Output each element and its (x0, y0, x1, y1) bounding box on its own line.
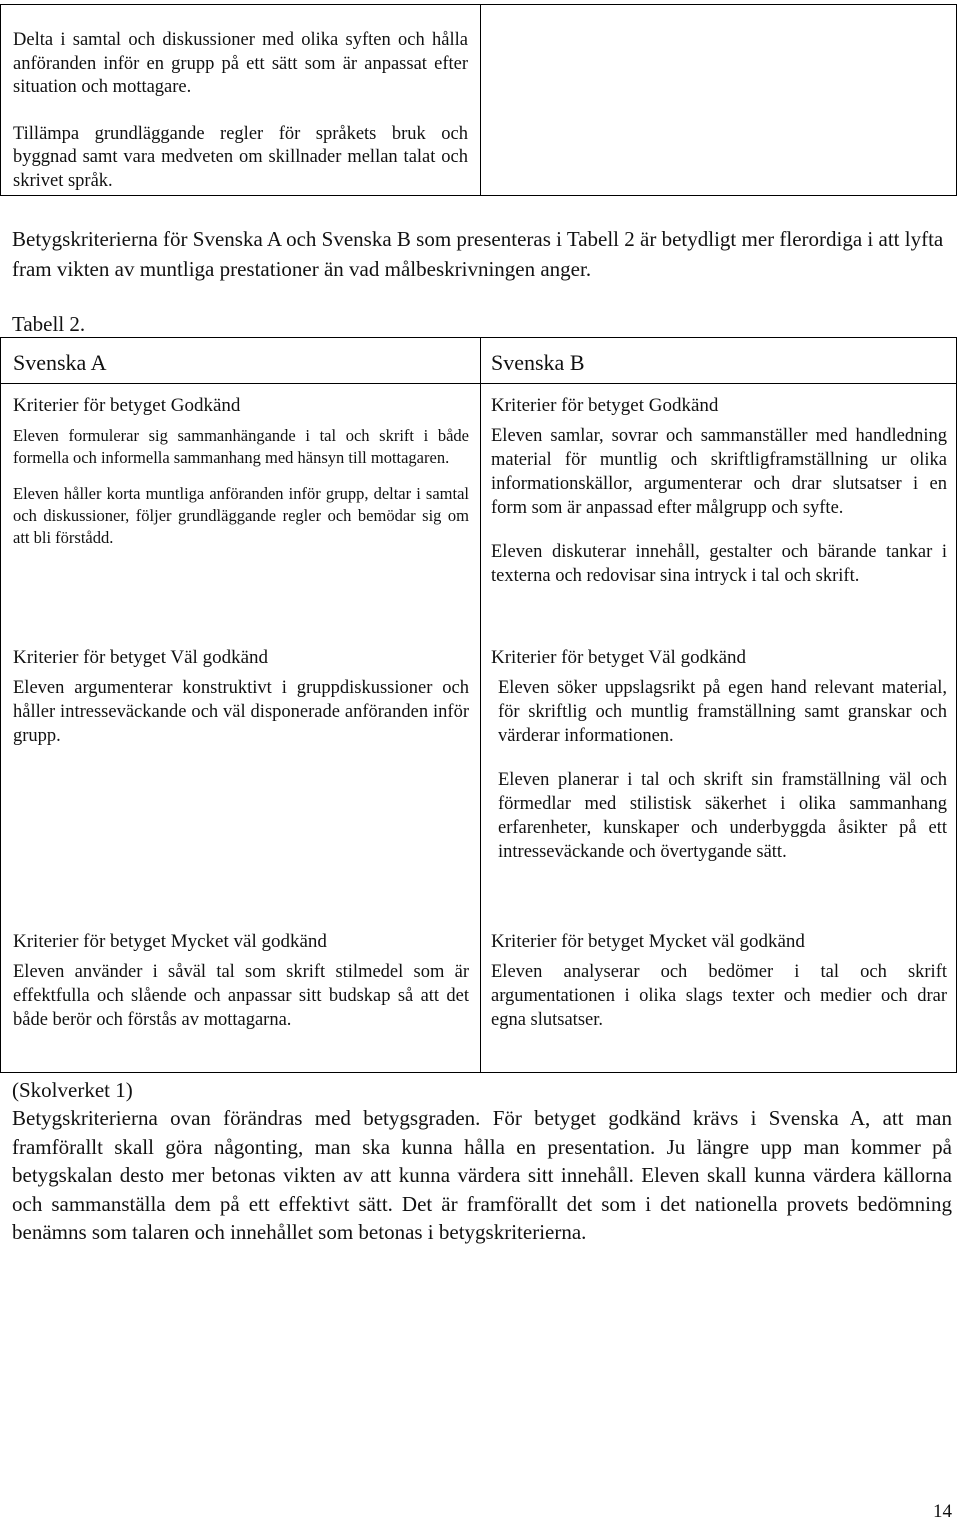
criteria-body (13, 676, 469, 748)
criteria-body (491, 676, 947, 864)
goal-paragraph: Delta i samtal och diskussioner med olika syften och hålla anföranden inför en grupp på ett sätt som är anpassat efter situation och mottagare. (13, 30, 468, 97)
column-heading-svenska-a: Svenska A (13, 350, 107, 375)
header-separator (1, 383, 956, 384)
criteria-body (491, 424, 947, 588)
column-divider (480, 338, 481, 1072)
criteria-heading: Kriterier för betyget Väl godkänd (491, 647, 747, 668)
svenska-a-godkand (13, 394, 469, 549)
goals-table (0, 4, 957, 196)
criteria-heading: Kriterier för betyget Godkänd (491, 395, 719, 416)
criteria-table (0, 337, 957, 1073)
criteria-text: Eleven argumenterar konstruktivt i gruppdiskussioner och håller intresseväckande och väl disponerade anföranden inför grupp. (13, 678, 469, 746)
conclusion-paragraph (12, 1104, 952, 1247)
table-caption: Tabell 2. (12, 312, 86, 336)
column-heading-svenska-b: Svenska B (491, 350, 585, 375)
criteria-body (13, 960, 469, 1032)
criteria-text: Eleven söker uppslagsrikt på egen hand relevant material, för skriftlig och muntlig framställning samt granskar och värderar informationen. (498, 678, 947, 746)
svenska-b-val-godkand (491, 646, 947, 864)
svenska-b-mycket-val-godkand (491, 930, 947, 1032)
criteria-heading: Kriterier för betyget Mycket väl godkänd (491, 931, 805, 952)
svenska-b-godkand (491, 394, 947, 588)
goal-paragraph: Tillämpa grundläggande regler för språkets bruk och byggnad samt vara medveten om skillnader mellan talat och skrivet språk. (13, 123, 468, 191)
criteria-heading: Kriterier för betyget Väl godkänd (13, 647, 269, 668)
intro-paragraph (12, 224, 947, 284)
conclusion-text: Betygskriterierna ovan förändras med betygsgraden. För betyget godkänd krävs i Svenska A, att man framförallt skall göra någonting, man ska kunna hålla en presentation. Ju längre upp man kommer på betygskalan desto mer betonas vikten av att kunna värdera sitt innehåll. Eleven skall kunna värdera källorna och sammanställa dem på ett effektivt sätt. Det är framförallt det som i det nationella provets bedömning benämns som talaren och innehållet som betonas i betygskriterierna. (12, 1106, 952, 1244)
intro-text: Betygskriterierna för Svenska A och Svenska B som presenteras i Tabell 2 är betydligt mer flerordiga i att lyfta fram vikten av muntliga prestationer än vad målbeskrivningen anger. (12, 227, 944, 281)
page-number: 14 (933, 1501, 952, 1522)
criteria-text: Eleven analyserar och bedömer i tal och skrift argumentationen i olika slags texter och medier och drar egna slutsatser. (491, 962, 947, 1030)
source-note: (Skolverket 1) (12, 1078, 133, 1102)
criteria-text: Eleven diskuterar innehåll, gestalter och bärande tankar i texterna och redovisar sina intryck i tal och skrift. (491, 542, 947, 586)
criteria-heading: Kriterier för betyget Mycket väl godkänd (13, 931, 327, 952)
criteria-text: Eleven håller korta muntliga anföranden inför grupp, deltar i samtal och diskussioner, följer grundläggande regler och bemödar sig om att bli förstådd. (13, 484, 469, 547)
criteria-text: Eleven planerar i tal och skrift sin framställning väl och förmedlar med stilistisk säkerhet i olika sammanhang erfarenheter, kunskaper och underbyggda åsikter på ett intresseväckande och övertygande sätt. (498, 770, 947, 862)
criteria-heading: Kriterier för betyget Godkänd (13, 395, 241, 416)
criteria-text: Eleven använder i såväl tal som skrift stilmedel som är effektfulla och slående och anpassar sitt budskap så att det både berör och förstås av mottagarna. (13, 962, 469, 1030)
criteria-text: Eleven samlar, sovrar och sammanställer med handledning material för muntlig och skriftligframställning ur olika informationskällor, argumenterar och drar slutsatser i en form som är anpassad efter målgrupp och syfte. (491, 426, 947, 518)
svenska-a-mycket-val-godkand (13, 930, 469, 1032)
svenska-a-val-godkand (13, 646, 469, 748)
goals-cell-left (1, 5, 481, 195)
criteria-text: Eleven formulerar sig sammanhängande i tal och skrift i både formella och informella sammanhang med hänsyn till mottagaren. (13, 426, 469, 467)
criteria-body (491, 960, 947, 1032)
criteria-body (13, 425, 469, 549)
